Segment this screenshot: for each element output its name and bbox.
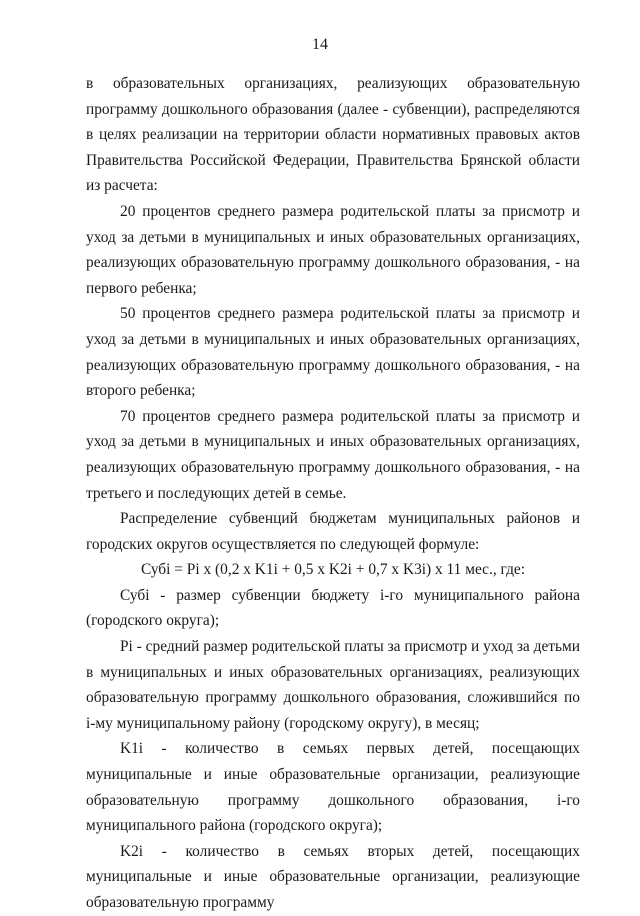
paragraph-first-child-rate: 20 процентов среднего размера родительской платы за присмотр и уход за детьми в муниципальных и иных образовательных организациях, реализующих образовательную программу дошкольного образования, - на первого ребенка; <box>86 202 580 297</box>
paragraph-continuation: в образовательных организациях, реализующих образовательную программу дошкольного образования (далее - субвенции), распределяются в целях реализации на территории области нормативных правовых актов Правительства Российской Федерации, Правительства Брянской области из расчета: <box>86 75 580 195</box>
paragraph-def-pi: Pi - средний размер родительской платы за присмотр и уход за детьми в муниципальных и иных образовательных организациях, реализующих образовательную программу дошкольного образования, сложившийся по i-му муниципальному району (городскому округу), в месяц; <box>86 638 580 732</box>
paragraph-second-child-rate: 50 процентов среднего размера родительской платы за присмотр и уход за детьми в муниципальных и иных образовательных организациях, реализующих образовательную программу дошкольного образования, - на второго ребенка; <box>86 305 580 400</box>
paragraph-def-k1i: K1i - количество в семьях первых детей, посещающих муниципальные и иные образовательные организации, реализующие образовательную программу дошкольного образования, i-го муниципального района (городского округа); <box>86 740 580 835</box>
paragraph-third-child-rate: 70 процентов среднего размера родительской платы за присмотр и уход за детьми в муниципальных и иных образовательных организациях, реализующих образовательную программу дошкольного образования, - на третьего и последующих детей в семье. <box>86 407 580 502</box>
paragraph-def-k2i: K2i - количество в семьях вторых детей, посещающих муниципальные и иные образовательные организации, реализующие образовательную программу <box>86 842 580 911</box>
document-body <box>86 71 580 916</box>
page-number: 14 <box>312 36 328 53</box>
formula: Субi = Pi x (0,2 x K1i + 0,5 x K2i + 0,7 x K3i) x 11 мес., где: <box>140 561 526 579</box>
paragraph-def-sub: Субi - размер субвенции бюджету i-го муниципального района (городского округа); <box>86 586 580 630</box>
paragraph-distribution-intro: Распределение субвенций бюджетам муниципальных районов и городских округов осуществляется по следующей формуле: <box>86 510 580 553</box>
